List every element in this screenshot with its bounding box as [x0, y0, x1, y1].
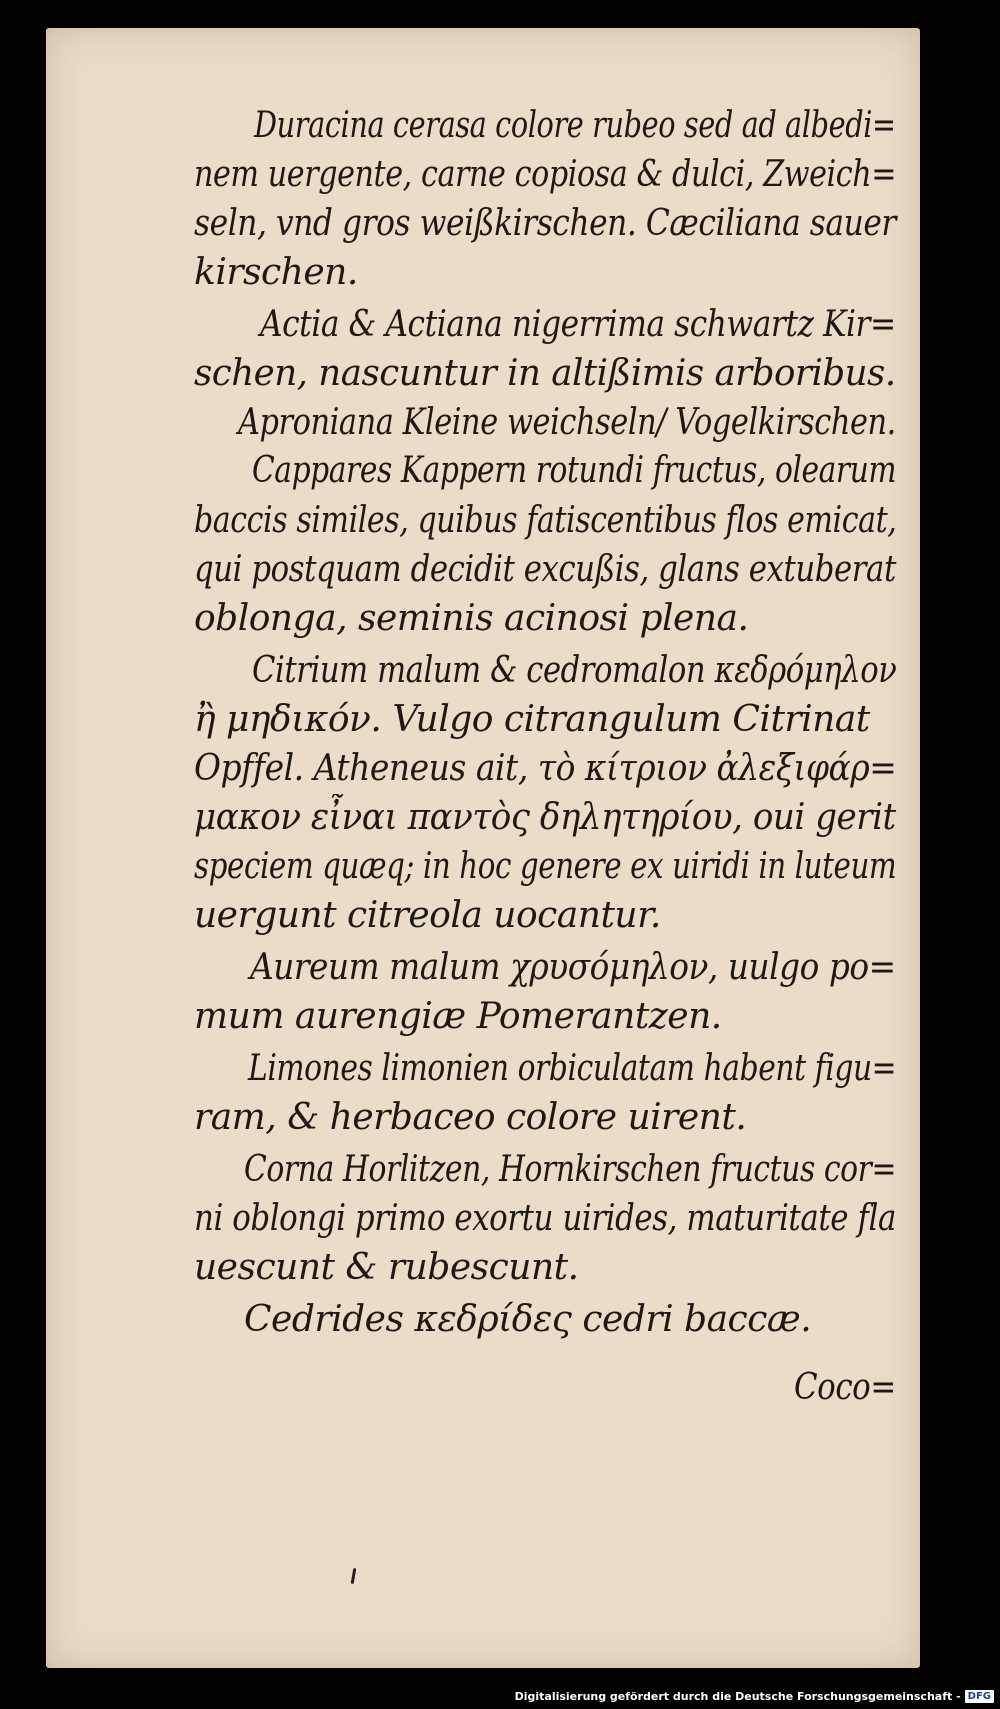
- text-line: schen, nascuntur in altißimis arboribus.: [194, 353, 896, 394]
- text-line: seln, vnd gros weißkirschen. Cæciliana sauer: [194, 203, 896, 244]
- text-line: Citrium malum & cedromalon κεδρόμηλον: [252, 650, 897, 691]
- text-line: uescunt & rubescunt.: [194, 1247, 579, 1288]
- text-line: mum aurengiæ Pomerantzen.: [194, 996, 722, 1037]
- text-line: μακον εἶναι παντὸς δηλητηρίου, oui gerit: [194, 797, 896, 838]
- book-page: [46, 28, 920, 1668]
- text-line: Corna Horlitzen, Hornkirschen fructus cor=: [244, 1149, 897, 1190]
- digitization-footer: [515, 1690, 994, 1703]
- text-line: Cappares Kappern rotundi fructus, olearum: [252, 450, 897, 491]
- text-line: Aproniana Kleine weichseln/ Vogelkirschen.: [238, 402, 896, 443]
- text-line: speciem quæq; in hoc genere ex uiridi in luteum: [194, 846, 897, 887]
- text-line: Limones limonien orbiculatam habent figu=: [248, 1048, 897, 1089]
- text-line: uergunt citreola uocantur.: [194, 895, 661, 936]
- text-line: kirschen.: [194, 252, 358, 293]
- text-line: baccis similes, quibus fatiscentibus flos emicat,: [194, 500, 897, 541]
- text-line: ni oblongi primo exortu uirides, maturitate fla: [194, 1198, 896, 1239]
- text-line: Aureum malum χρυσόμηλον, uulgo po=: [250, 947, 896, 988]
- text-line: ram, & herbaceo colore uirent.: [194, 1097, 747, 1138]
- text-line: Opffel. Atheneus ait, τὸ κίτριον ἀλεξιφάρ=: [194, 748, 897, 789]
- text-line: nem uergente, carne copiosa & dulci, Zweich=: [194, 154, 897, 195]
- text-line: ἢ μηδικόν. Vulgo citrangulum Citrinat: [194, 699, 870, 740]
- text-line: oblonga, seminis acinosi plena.: [194, 598, 749, 639]
- text-line: Cedrides κεδρίδες cedri baccæ.: [244, 1299, 812, 1340]
- catchword: Coco=: [794, 1367, 896, 1408]
- footer-text: Digitalisierung gefördert durch die Deutsche Forschungsgemeinschaft -: [514, 1690, 961, 1703]
- text-line: Actia & Actiana nigerrima schwartz Kir=: [260, 304, 896, 345]
- dfg-logo-icon: DFG: [965, 1690, 994, 1703]
- text-line: qui postquam decidit excußis, glans extuberat: [194, 549, 896, 590]
- text-line: Duracina cerasa colore rubeo sed ad albedi=: [254, 105, 896, 146]
